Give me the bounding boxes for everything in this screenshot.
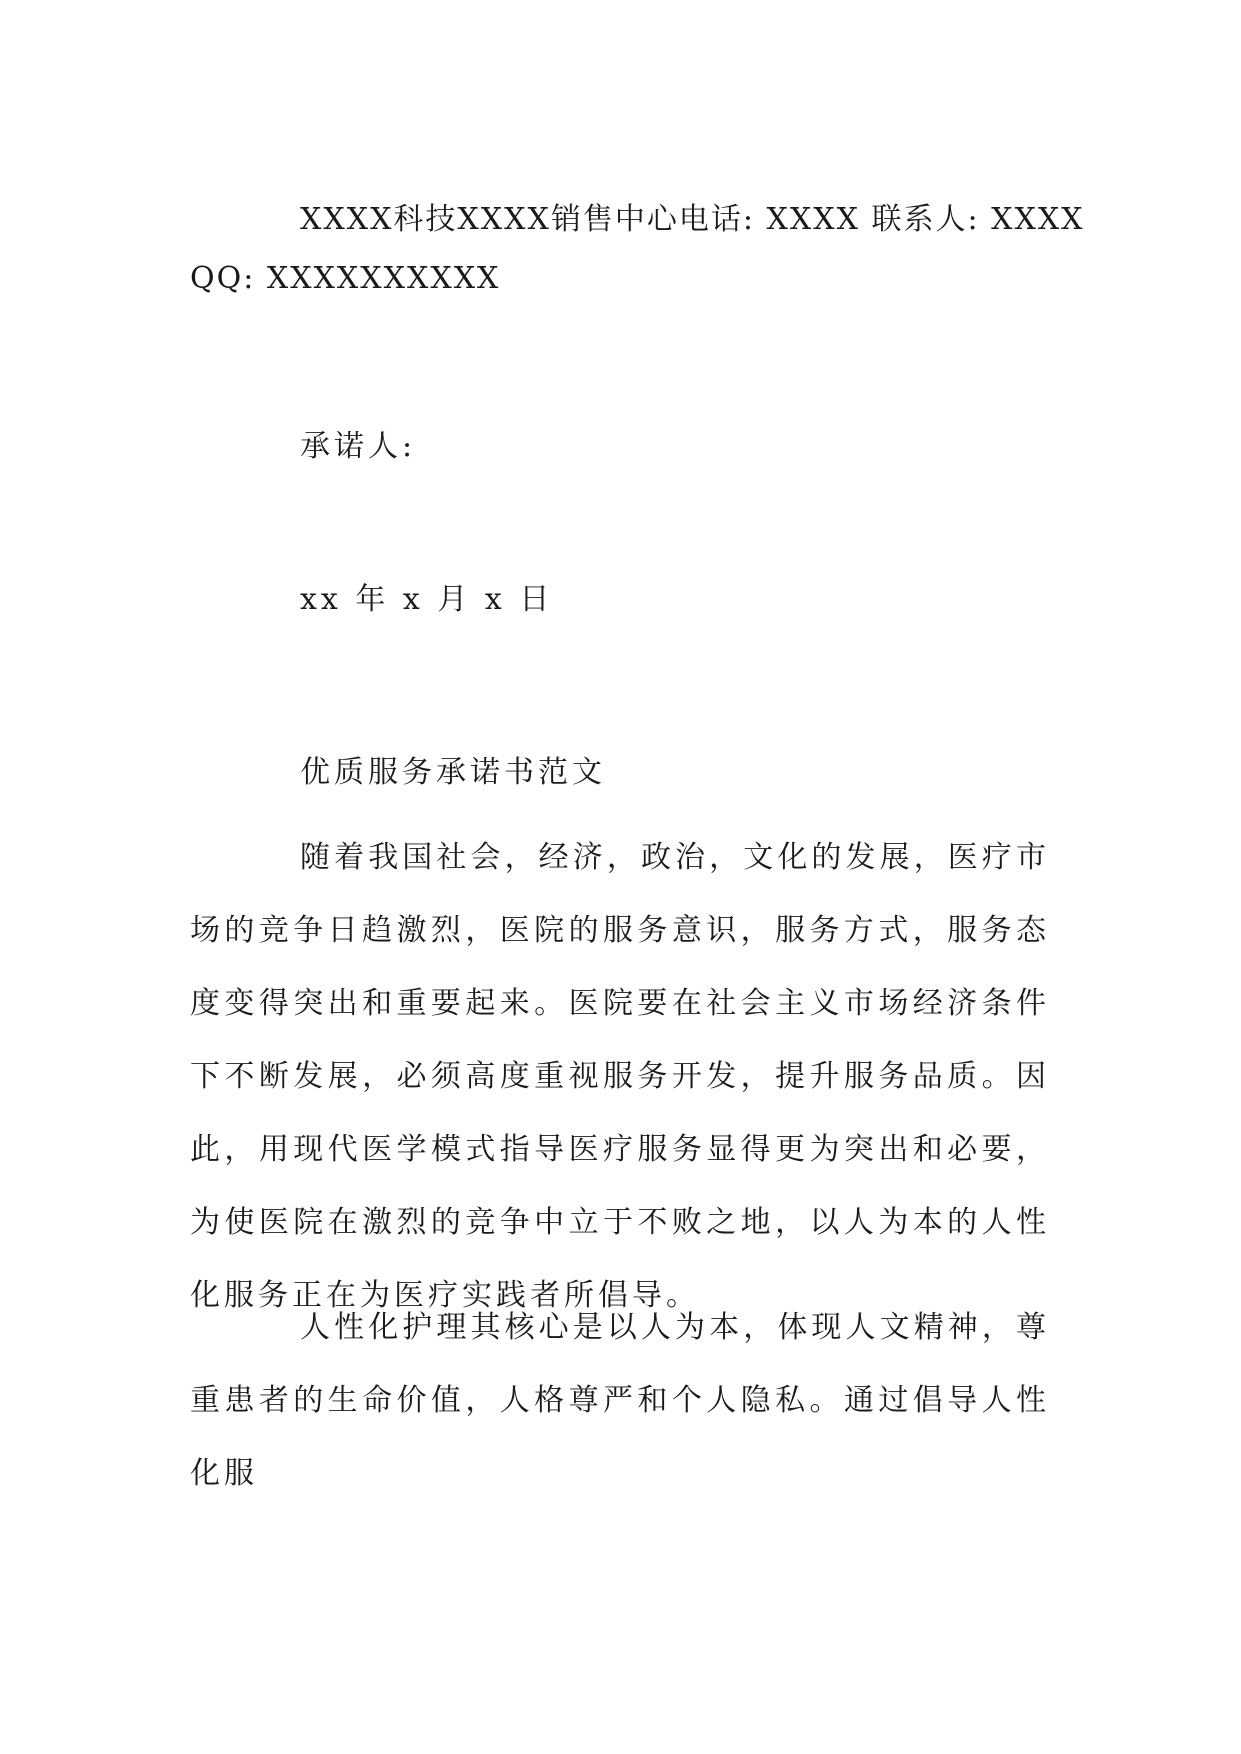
contact-info-line: XXXX科技XXXX销售中心电话: XXXX 联系人: XXXX QQ: XXXXXXXXXX bbox=[190, 202, 1085, 296]
date-line: xx 年 x 月 x 日 bbox=[300, 582, 554, 617]
section-title: 优质服务承诺书范文 bbox=[300, 755, 606, 790]
promisor-label: 承诺人: bbox=[300, 429, 417, 464]
body-paragraph-1: 随着我国社会，经济，政治，文化的发展，医疗市场的竞争日趋激烈，医院的服务意识，服务方式，服务态度变得突出和重要起来。医院要在社会主义市场经济条件下不断发展，必须高度重视服务开发，提升服务品质。因此，用现代医学模式指导医疗服务显得更为突出和必要，为使医院在激烈的竞争中立于不败之地，以人为本的人性化服务正在为医疗实践者所倡导。 bbox=[190, 840, 1050, 1313]
body-paragraph-2: 人性化护理其核心是以人为本，体现人文精神，尊重患者的生命价值，人格尊严和个人隐私。通过倡导人性化服 bbox=[190, 1310, 1050, 1491]
